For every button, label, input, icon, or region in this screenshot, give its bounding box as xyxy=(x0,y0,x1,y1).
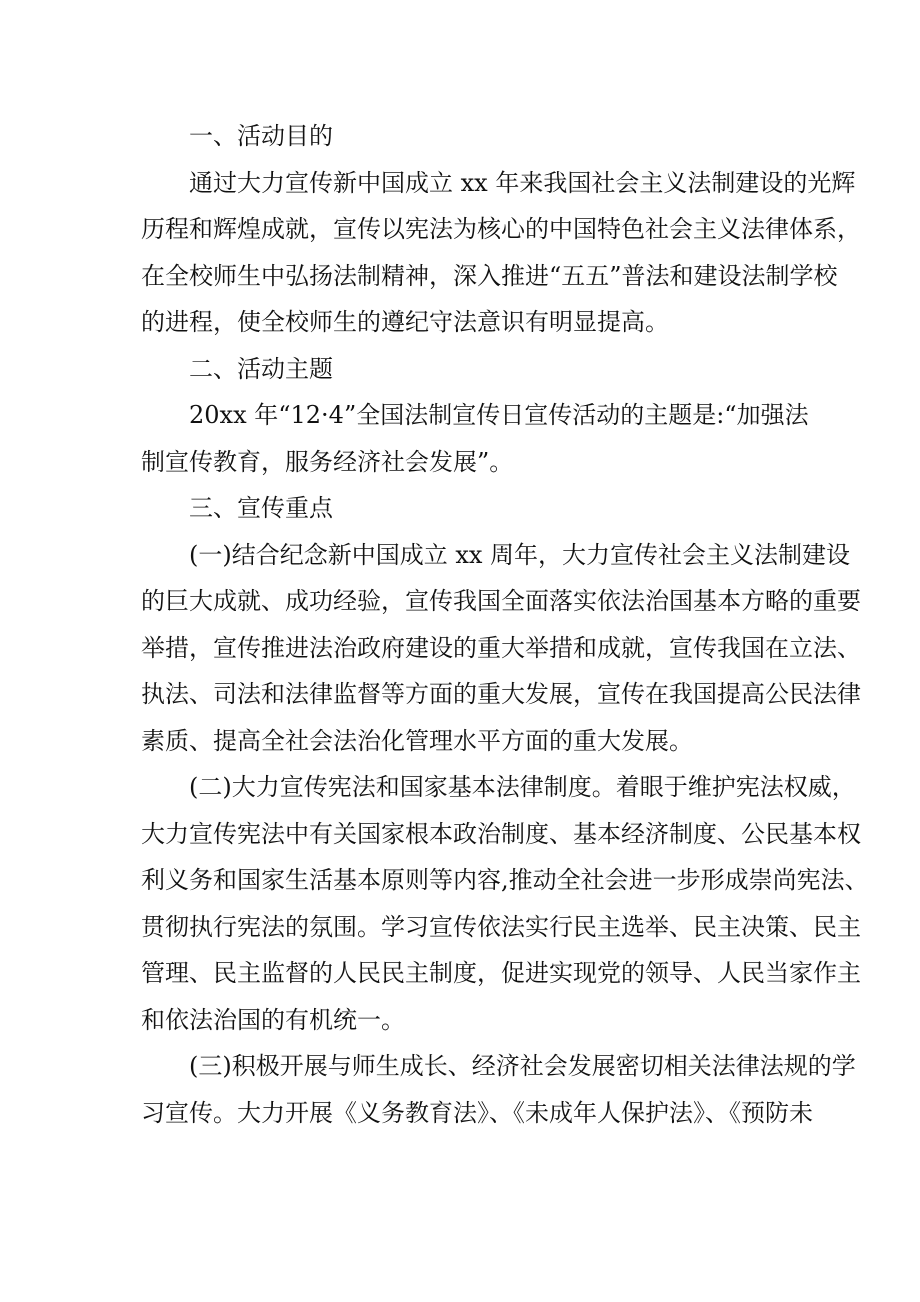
paragraph-line: (二)大力宣传宪法和国家基本法律制度。着眼于维护宪法权威， xyxy=(189,773,856,801)
paragraph-line: 和依法治国的有机统一。 xyxy=(141,1005,405,1034)
paragraph-line: 历程和辉煌成就，宣传以宪法为核心的中国特色社会主义法律体系， xyxy=(141,215,861,243)
paragraph-line: 管理、民主监督的人民民主制度，促进实现党的领导、人民当家作主 xyxy=(141,959,861,987)
paragraph-line: 执法、司法和法律监督等方面的重大发展，宣传在我国提高公民法律 xyxy=(141,680,861,708)
heading-activity-purpose: 一、活动目的 xyxy=(189,122,333,150)
paragraph-line: (一)结合纪念新中国成立 xx 周年，大力宣传社会主义法制建设 xyxy=(189,540,851,569)
paragraph-line: 大力宣传宪法中有关国家根本政治制度、基本经济制度、公民基本权 xyxy=(141,819,861,848)
paragraph-line: 的进程，使全校师生的遵纪守法意识有明显提高。 xyxy=(141,308,669,336)
paragraph-line: 在全校师生中弘扬法制精神，深入推进“五五”普法和建设法制学校 xyxy=(141,261,838,290)
paragraph-line: 利义务和国家生活基本原则等内容,推动全社会进一步形成崇尚宪法、 xyxy=(141,866,869,894)
paragraph-line: 制宣传教育，服务经济社会发展”。 xyxy=(141,447,514,476)
paragraph-line: 20xx 年“12·4”全国法制宣传日宣传活动的主题是:“加强法 xyxy=(189,401,809,429)
paragraph-line: (三)积极开展与师生成长、经济社会发展密切相关法律法规的学 xyxy=(189,1052,856,1080)
paragraph-line: 的巨大成就、成功经验，宣传我国全面落实依法治国基本方略的重要 xyxy=(141,587,861,615)
heading-publicity-focus: 三、宣传重点 xyxy=(189,494,333,522)
paragraph-line: 贯彻执行宪法的氛围。学习宣传依法实行民主选举、民主决策、民主 xyxy=(141,912,861,941)
paragraph-line: 素质、提高全社会法治化管理水平方面的重大发展。 xyxy=(141,726,693,755)
document-body xyxy=(141,113,869,1136)
paragraph-line: 通过大力宣传新中国成立 xx 年来我国社会主义法制建设的光辉 xyxy=(189,168,856,197)
heading-activity-theme: 二、活动主题 xyxy=(189,354,333,383)
paragraph-line: 举措，宣传推进法治政府建设的重大举措和成就，宣传我国在立法、 xyxy=(141,633,861,662)
paragraph-line: 习宣传。大力开展《义务教育法》、《未成年人保护法》、《预防未 xyxy=(141,1098,813,1127)
